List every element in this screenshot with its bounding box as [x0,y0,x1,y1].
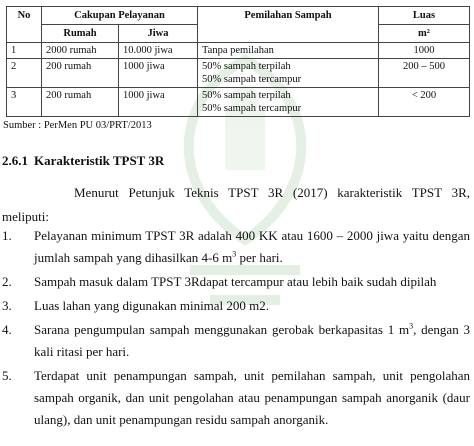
cell-no: 1 [7,43,42,59]
item-text: Luas lahan yang digunakan minimal 200 m2. [34,298,270,313]
item-number: 1. [2,228,12,243]
sorting-line: 50% sampah tercampur [202,74,302,85]
cell-area: 200 – 500 [379,59,470,88]
section-title: Karakteristik TPST 3R [34,153,165,168]
paragraph-text: Menurut Petunjuk Teknis TPST 3R (2017) karakteristik TPST 3R, [74,185,470,200]
intro-paragraph [2,181,470,229]
item-number: 3. [2,298,12,313]
sorting-line: 50% sampah terpilah [202,90,291,101]
table-row [7,88,470,117]
cell-people: 1000 jiwa [119,59,198,88]
paragraph-line [2,181,470,205]
list-item [2,365,470,431]
item-superscript: 3 [409,321,414,331]
item-text: Sampah masuk dalam TPST 3Rdapat tercampur atau lebih baik sudah dipilah [34,274,437,289]
header-no: No [7,7,42,43]
header-coverage: Cakupan Pelayanan [42,7,198,25]
table-row [7,59,470,88]
cell-sorting [198,88,379,117]
item-number: 5. [2,368,12,383]
header-sorting: Pemilahan Sampah [198,7,379,43]
item-text-end: per hari. [236,250,283,265]
section-number: 2.6.1 [2,153,28,168]
sorting-line: Tanpa pemilahan [202,45,274,56]
cell-houses: 200 rumah [42,88,119,117]
cell-no: 2 [7,59,42,88]
cell-houses: 200 rumah [42,59,119,88]
item-number: 4. [2,322,12,337]
list-item [2,295,470,317]
section-heading [2,153,164,169]
cell-sorting [198,59,379,88]
sorting-line: 50% sampah terpilah [202,61,291,72]
list-item [2,271,470,293]
table-row [7,43,470,59]
sorting-line: 50% sampah tercampur [202,103,302,114]
header-area: Luas [379,7,470,25]
item-text: Sarana pengumpulan sampah menggunakan gerobak berkapasitas 1 m [34,322,410,337]
cell-people: 10.000 jiwa [119,43,198,59]
cell-people: 1000 jiwa [119,88,198,117]
item-text-end: , dengan 3 kali ritasi per hari. [34,322,471,359]
service-coverage-table [6,6,470,117]
list-item [2,225,470,269]
item-number: 2. [2,274,12,289]
cell-houses: 2000 rumah [42,43,119,59]
cell-no: 3 [7,88,42,117]
item-superscript: 3 [232,249,237,259]
list-item [2,319,470,363]
characteristics-list [2,225,470,431]
header-people: Jiwa [119,25,198,43]
item-text: Terdapat unit penampungan sampah, unit pemilahan sampah, unit pengolahan sampah organik, dan unit pengolahan atau penampungan sampah anorganik (daur ulang), dan unit penampungan residu sampah anorganik. [34,368,470,427]
cell-area: 1000 [379,43,470,59]
cell-area: < 200 [379,88,470,117]
paragraph-line: meliputi: [2,209,49,224]
table-source: Sumber : PerMen PU 03/PRT/2013 [3,120,152,131]
cell-sorting [198,43,379,59]
item-text: Pelayanan minimum TPST 3R adalah 400 KK atau 1600 – 2000 jiwa yaitu dengan jumlah sampah yang dihasilkan 4-6 m [34,228,470,265]
header-houses: Rumah [42,25,119,43]
header-area-unit: m² [379,25,470,43]
